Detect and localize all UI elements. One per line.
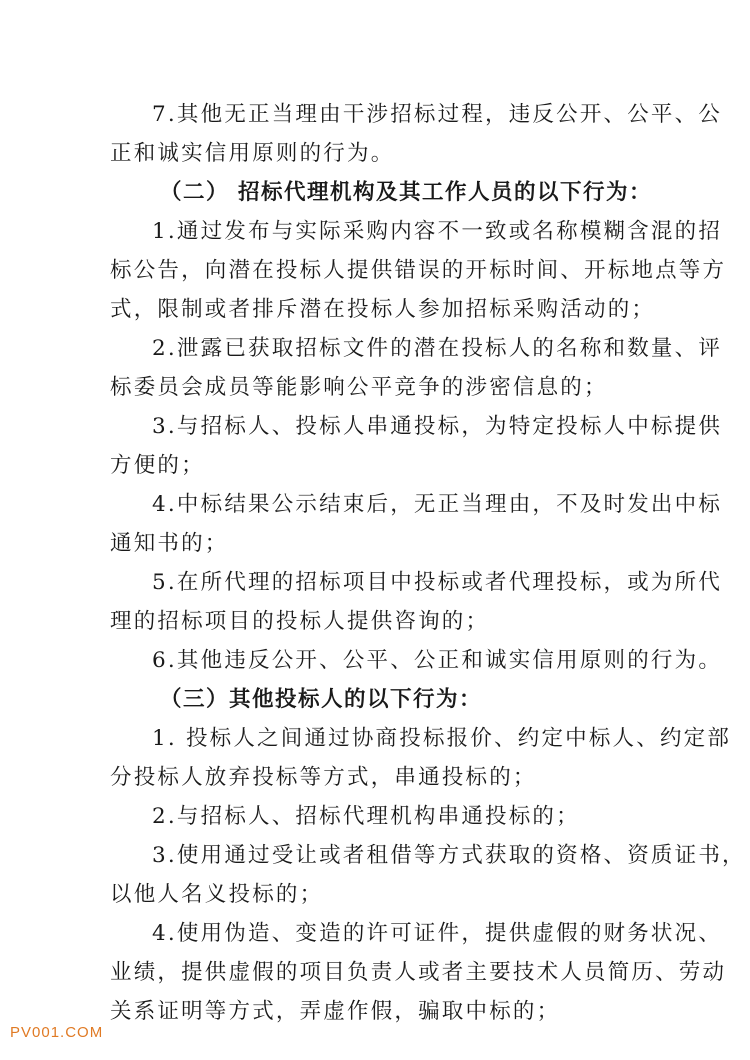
paragraph-line: 业绩，提供虚假的项目负责人或者主要技术人员简历、劳动 (110, 960, 727, 985)
paragraph-line: 5.在所代理的招标项目中投标或者代理投标，或为所代 (152, 570, 723, 595)
paragraph-line: 理的招标项目的投标人提供咨询的； (110, 609, 490, 634)
paragraph-line: 1. 投标人之间通过协商投标报价、约定中标人、约定部 (152, 726, 732, 751)
paragraph-line: 通知书的； (110, 531, 229, 556)
paragraph-line: 2.与招标人、招标代理机构串通投标的； (152, 804, 580, 829)
paragraph-line: 标公告，向潜在投标人提供错误的开标时间、开标地点等方 (110, 258, 727, 283)
paragraph-line: 4.中标结果公示结束后，无正当理由，不及时发出中标 (152, 492, 723, 517)
paragraph-line: 3.使用通过受让或者租借等方式获取的资格、资质证书， (152, 843, 746, 868)
section-heading: （二） 招标代理机构及其工作人员的以下行为： (160, 180, 652, 205)
paragraph-line: 7.其他无正当理由干涉招标过程，违反公开、公平、公 (152, 102, 723, 127)
paragraph-line: 4.使用伪造、变造的许可证件，提供虚假的财务状况、 (152, 921, 723, 946)
paragraph-line: 6.其他违反公开、公平、公正和诚实信用原则的行为。 (152, 648, 723, 673)
paragraph-line: 正和诚实信用原则的行为。 (110, 141, 395, 166)
watermark: PV001.COM (10, 1024, 104, 1041)
paragraph-line: 2.泄露已获取招标文件的潜在投标人的名称和数量、评 (152, 336, 723, 361)
paragraph-line: 关系证明等方式，弄虚作假，骗取中标的； (110, 999, 561, 1024)
section-heading: （三）其他投标人的以下行为： (160, 687, 483, 712)
paragraph-line: 3.与招标人、投标人串通投标，为特定投标人中标提供 (152, 414, 723, 439)
paragraph-line: 1.通过发布与实际采购内容不一致或名称模糊含混的招 (152, 219, 723, 244)
paragraph-line: 标委员会成员等能影响公平竞争的涉密信息的； (110, 375, 608, 400)
paragraph-line: 式，限制或者排斥潜在投标人参加招标采购活动的； (110, 297, 656, 322)
paragraph-line: 以他人名义投标的； (110, 882, 324, 907)
paragraph-line: 方便的； (110, 453, 205, 478)
paragraph-line: 分投标人放弃投标等方式，串通投标的； (110, 765, 537, 790)
